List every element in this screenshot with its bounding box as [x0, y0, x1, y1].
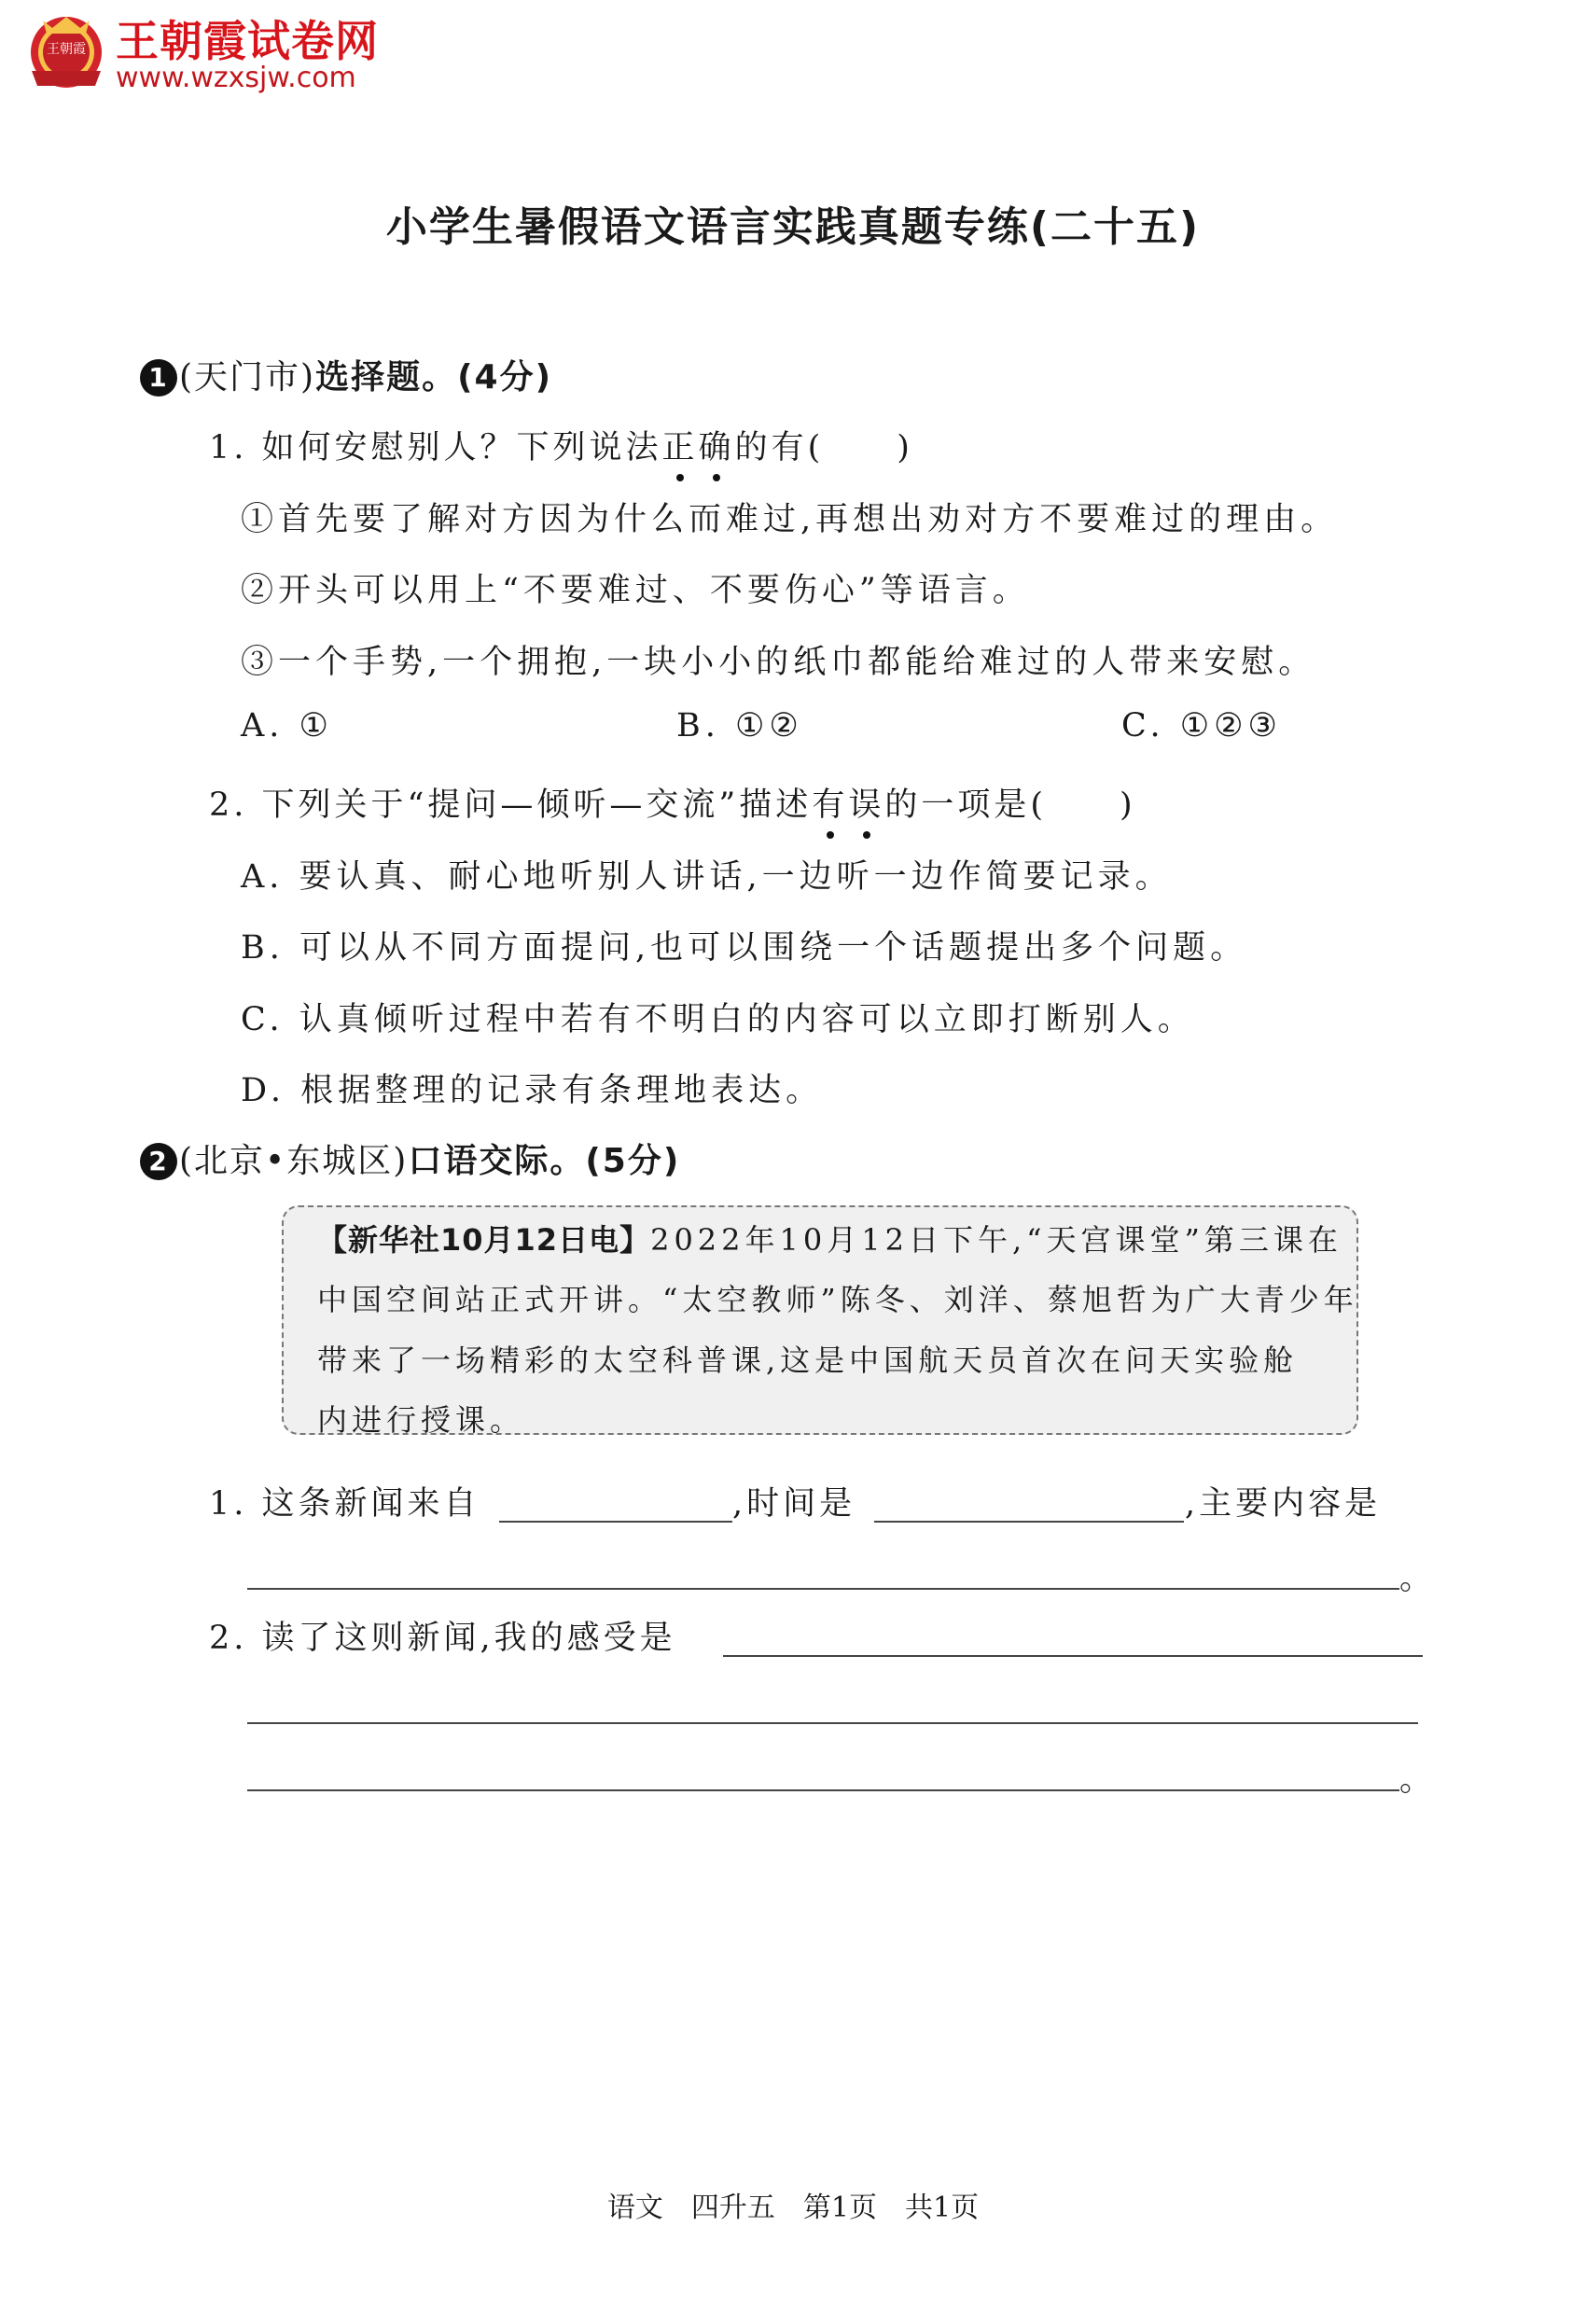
section1-label: 选择题。(4分) — [315, 358, 553, 397]
section2-source: (北京•东城区) — [179, 1142, 409, 1180]
question-2-1-part3: ,主要内容是 — [1185, 1485, 1382, 1523]
emphasis-char: 确 — [699, 422, 735, 468]
section2-heading — [140, 1134, 680, 1182]
news-line: 中国空间站正式开讲。“太空教师”陈冬、刘洋、蔡旭哲为广大青少年 — [317, 1282, 1358, 1317]
brand-name: 王朝霞试卷网 — [116, 16, 379, 66]
period-mark: 。 — [1399, 1761, 1433, 1799]
question-1-2 — [209, 779, 1136, 826]
question-1-1 — [209, 422, 913, 468]
news-tag: 【新华社10月12日电】 — [317, 1222, 651, 1258]
question-2-1-part2: ,时间是 — [732, 1485, 856, 1523]
question-text: 1. 如何安慰别人？下列说法 — [209, 429, 662, 466]
news-line: 内进行授课。 — [317, 1402, 525, 1438]
choice-b: B. ①② — [676, 707, 803, 745]
section1-number: 1 — [140, 359, 177, 397]
choice-c: C. ①②③ — [1121, 707, 1282, 745]
option-1: ①首先要了解对方因为什么而难过,再想出劝对方不要难过的理由。 — [241, 501, 1339, 538]
question-text: 2. 下列关于“提问—倾听—交流”描述 — [209, 786, 813, 824]
news-line: 带来了一场精彩的太空科普课,这是中国航天员首次在问天实验舱 — [317, 1343, 1299, 1378]
option-2: ②开头可以用上“不要难过、不要伤心”等语言。 — [241, 572, 1030, 609]
choice-d: D. 根据整理的记录有条理地表达。 — [241, 1072, 824, 1109]
section1-source: (天门市) — [179, 358, 316, 397]
choice-b: B. 可以从不同方面提问,也可以围绕一个话题提出多个问题。 — [241, 929, 1248, 967]
section2-number: 2 — [140, 1143, 177, 1180]
answer-blank-source[interactable] — [499, 1521, 732, 1523]
answer-blank-feeling[interactable] — [247, 1789, 1399, 1791]
site-url: www.wzxsjw.com — [116, 62, 356, 94]
answer-blank-content[interactable] — [247, 1588, 1399, 1590]
page-title: 小学生暑假语文语言实践真题专练(二十五) — [385, 203, 1201, 251]
page-footer: 语文 四升五 第1页 共1页 — [606, 2192, 980, 2224]
question-2-1-part1: 1. 这条新闻来自 — [209, 1485, 480, 1523]
choice-a: A. ① — [241, 707, 333, 745]
question-2-2: 2. 读了这则新闻,我的感受是 — [209, 1620, 676, 1657]
emphasis-char: 有 — [812, 779, 848, 826]
answer-blank-time[interactable] — [874, 1521, 1184, 1523]
answer-blank-feeling[interactable] — [247, 1722, 1418, 1724]
question-text: 的有( ) — [734, 429, 913, 466]
choice-a: A. 要认真、耐心地听别人讲话,一边听一边作简要记录。 — [241, 858, 1173, 896]
emphasis-char: 正 — [662, 422, 699, 468]
answer-blank-feeling[interactable] — [723, 1655, 1423, 1657]
logo-text: 王朝霞 — [47, 42, 86, 57]
section2-label: 口语交际。(5分) — [408, 1142, 681, 1180]
emphasis-char: 误 — [848, 779, 884, 826]
news-text: 2022年10月12日下午,“天宫课堂”第三课在 — [650, 1222, 1343, 1258]
choice-c: C. 认真倾听过程中若有不明白的内容可以立即打断别人。 — [241, 1001, 1195, 1038]
section1-heading — [140, 351, 552, 398]
site-logo — [24, 13, 108, 97]
option-3: ③一个手势,一个拥抱,一块小小的纸巾都能给难过的人带来安慰。 — [241, 644, 1316, 681]
period-mark: 。 — [1399, 1560, 1433, 1597]
news-line — [317, 1217, 1343, 1259]
question-text: 的一项是( ) — [884, 786, 1136, 824]
